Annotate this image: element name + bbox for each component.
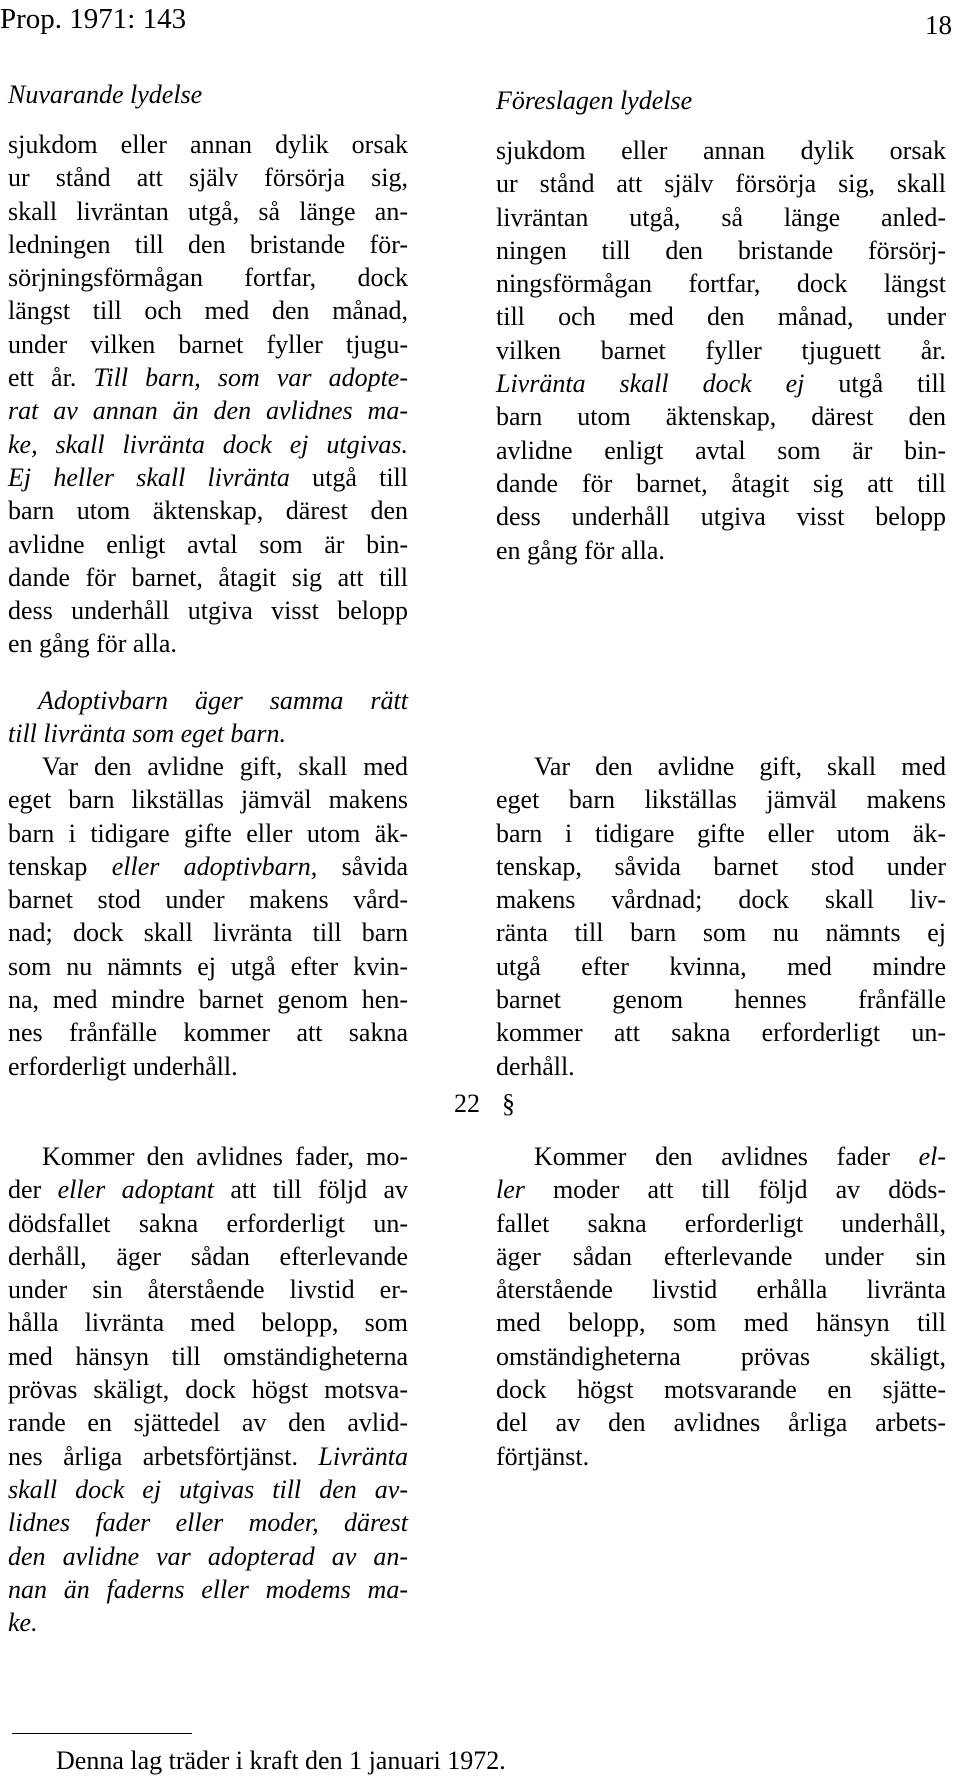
text-line — [8, 1173, 408, 1206]
right-paragraph-1 — [496, 134, 946, 567]
right-paragraph-3 — [496, 750, 946, 1083]
text-italic: Ej heller skall livränta — [8, 462, 290, 492]
text-line: eget barn likställas jämväl makens — [496, 785, 946, 815]
text-plain: ett år. — [8, 363, 94, 393]
text-line: del av den avlidnes årliga arbets- — [496, 1408, 946, 1438]
text-line: sjukdom eller annan dylik orsak — [8, 130, 408, 159]
text-plain: Kommer den avlidnes fader — [534, 1142, 919, 1171]
text-line: barn utom äktenskap, därest den — [496, 402, 946, 432]
text-line: eget barn likställas jämväl makens — [8, 785, 408, 815]
text-line: erforderligt underhåll. — [8, 1051, 238, 1081]
text-italic: Livränta — [318, 1441, 408, 1471]
text-line: under vilken barnet fyller tjugu- — [8, 329, 408, 359]
text-line — [8, 1440, 408, 1473]
text-line: med hänsyn till omständigheterna — [8, 1341, 408, 1371]
text-line: med belopp, som med hänsyn till — [496, 1308, 946, 1338]
text-line: barnet stod under makens vård- — [8, 885, 408, 915]
left-paragraph-3 — [8, 750, 408, 1083]
text-line — [496, 1140, 946, 1173]
text-line: avlidne enligt avtal som är bin- — [496, 435, 946, 465]
text-italic: eller adoptivbarn, — [111, 851, 318, 881]
text-line: återstående livstid erhålla livränta — [496, 1275, 946, 1305]
footnote-rule — [12, 1733, 192, 1734]
text-line — [8, 461, 408, 494]
text-line — [8, 1473, 408, 1506]
text-italic: den avlidne var adopterad av an- — [8, 1541, 408, 1571]
text-italic: Livränta skall dock ej — [496, 369, 805, 399]
text-line: fallet sakna erforderligt underhåll, — [496, 1208, 946, 1238]
text-line: Var den avlidne gift, skall med — [42, 752, 408, 781]
text-line — [8, 1506, 408, 1539]
text-italic: Till barn, som var adopte- — [93, 363, 408, 393]
text-italic: rat av annan än den avlidnes ma- — [8, 396, 408, 426]
text-line: skall livräntan utgå, så länge an- — [8, 196, 408, 226]
text-plain: utgå till — [804, 369, 946, 399]
text-line: en gång för alla. — [496, 535, 665, 565]
right-paragraph-4 — [496, 1140, 946, 1473]
text-line: dande för barnet, åtagit sig att till — [496, 468, 946, 498]
text-line: hålla livränta med belopp, som — [8, 1308, 408, 1338]
text-line: Kommer den avlidnes fader, mo- — [42, 1142, 408, 1171]
text-italic: ke. — [8, 1608, 38, 1638]
text-line: dödsfallet sakna erforderligt un- — [8, 1208, 408, 1238]
right-column-heading: Föreslagen lydelse — [496, 86, 693, 115]
text-line: derhåll. — [496, 1051, 575, 1081]
text-plain: moder att till följd av döds- — [524, 1175, 946, 1205]
left-column-heading: Nuvarande lydelse — [8, 80, 203, 109]
text-plain: utgå till — [289, 462, 408, 492]
text-line: makens vårdnad; dock skall liv- — [496, 885, 946, 915]
text-line: omständigheterna prövas skäligt, — [496, 1341, 946, 1371]
page-number: 18 — [925, 10, 952, 40]
text-line: barnet genom hennes frånfälle — [496, 985, 946, 1015]
text-line: ränta till barn som nu nämnts ej — [496, 918, 946, 948]
text-line: na, med mindre barnet genom hen- — [8, 985, 408, 1015]
text-line: ningsförmågan fortfar, dock längst — [496, 269, 946, 299]
section-number: 22 — [454, 1089, 480, 1118]
text-line: en gång för alla. — [8, 629, 177, 659]
footnote-text: Denna lag träder i kraft den 1 januari 1972. — [56, 1746, 506, 1775]
text-line: sjukdom eller annan dylik orsak — [496, 136, 946, 165]
document-reference: Prop. 1971: 143 — [0, 3, 187, 35]
text-line: dess underhåll utgiva visst belopp — [8, 596, 408, 626]
text-plain: tenskap — [8, 851, 112, 881]
text-line: derhåll, äger sådan efterlevande — [8, 1241, 408, 1271]
text-line: barn i tidigare gifte eller utom äk- — [8, 818, 408, 848]
text-italic: lidnes fader eller moder, därest — [8, 1508, 408, 1538]
section-symbol: § — [502, 1089, 515, 1118]
text-line: prövas skäligt, dock högst motsva- — [8, 1375, 408, 1405]
text-line: ledningen till den bristande för- — [8, 229, 408, 259]
text-italic: skall dock ej utgivas till den av- — [8, 1474, 408, 1504]
text-line: barn i tidigare gifte eller utom äk- — [496, 818, 946, 848]
text-line: sörjningsförmågan fortfar, dock — [8, 263, 408, 293]
text-line — [8, 1606, 408, 1639]
text-line: äger sådan efterlevande under sin — [496, 1241, 946, 1271]
text-italic: nan än faderns eller modems ma- — [8, 1574, 408, 1604]
text-line: tenskap, såvida barnet stod under — [496, 851, 946, 881]
text-line: livräntan utgå, så länge anled- — [496, 202, 946, 232]
text-plain: der — [8, 1175, 58, 1205]
text-italic: ke, skall livränta dock ej utgivas. — [8, 429, 408, 459]
text-line — [496, 1173, 946, 1206]
text-plain: såvida — [317, 851, 408, 881]
text-line: ningen till den bristande försörj- — [496, 235, 946, 265]
text-line: rande en sjättedel av den avlid- — [8, 1408, 408, 1438]
text-line: ur stånd att själv försörja sig, skall — [496, 169, 946, 199]
text-line: barn utom äktenskap, därest den — [8, 496, 408, 526]
text-line — [8, 428, 408, 461]
text-line: Adoptivbarn äger samma rätt — [38, 686, 408, 715]
text-italic: ler — [496, 1175, 525, 1205]
text-italic: el- — [918, 1142, 946, 1171]
text-line — [8, 850, 408, 883]
text-line — [8, 1573, 408, 1606]
text-line — [8, 361, 408, 394]
text-line: till och med den månad, under — [496, 302, 946, 332]
text-line — [8, 394, 408, 427]
text-line: utgå efter kvinna, med mindre — [496, 951, 946, 981]
text-line: dock högst motsvarande en sjätte- — [496, 1375, 946, 1405]
text-plain: att till följd av — [214, 1175, 409, 1205]
text-line — [496, 367, 946, 400]
text-line: ur stånd att själv försörja sig, — [8, 163, 408, 193]
text-line: Var den avlidne gift, skall med — [534, 752, 946, 781]
text-line: nad; dock skall livränta till barn — [8, 918, 408, 948]
text-line: avlidne enligt avtal som är bin- — [8, 529, 408, 559]
text-line: under sin återstående livstid er- — [8, 1275, 408, 1305]
text-plain: nes årliga arbetsförtjänst. — [8, 1441, 319, 1471]
left-paragraph-2 — [8, 684, 408, 751]
text-line: dess underhåll utgiva visst belopp — [496, 502, 946, 532]
text-line: nes frånfälle kommer att sakna — [8, 1018, 408, 1048]
left-paragraph-4 — [8, 1140, 408, 1639]
text-line — [8, 1540, 408, 1573]
text-line: vilken barnet fyller tjuguett år. — [496, 335, 946, 365]
text-line: till livränta som eget barn. — [8, 719, 287, 749]
text-line: förtjänst. — [496, 1441, 590, 1471]
left-paragraph-1 — [8, 128, 408, 661]
text-italic: eller adoptant — [57, 1175, 215, 1205]
text-line: kommer att sakna erforderligt un- — [496, 1018, 946, 1048]
text-line: dande för barnet, åtagit sig att till — [8, 562, 408, 592]
text-line: som nu nämnts ej utgå efter kvin- — [8, 951, 408, 981]
text-line: längst till och med den månad, — [8, 296, 408, 326]
